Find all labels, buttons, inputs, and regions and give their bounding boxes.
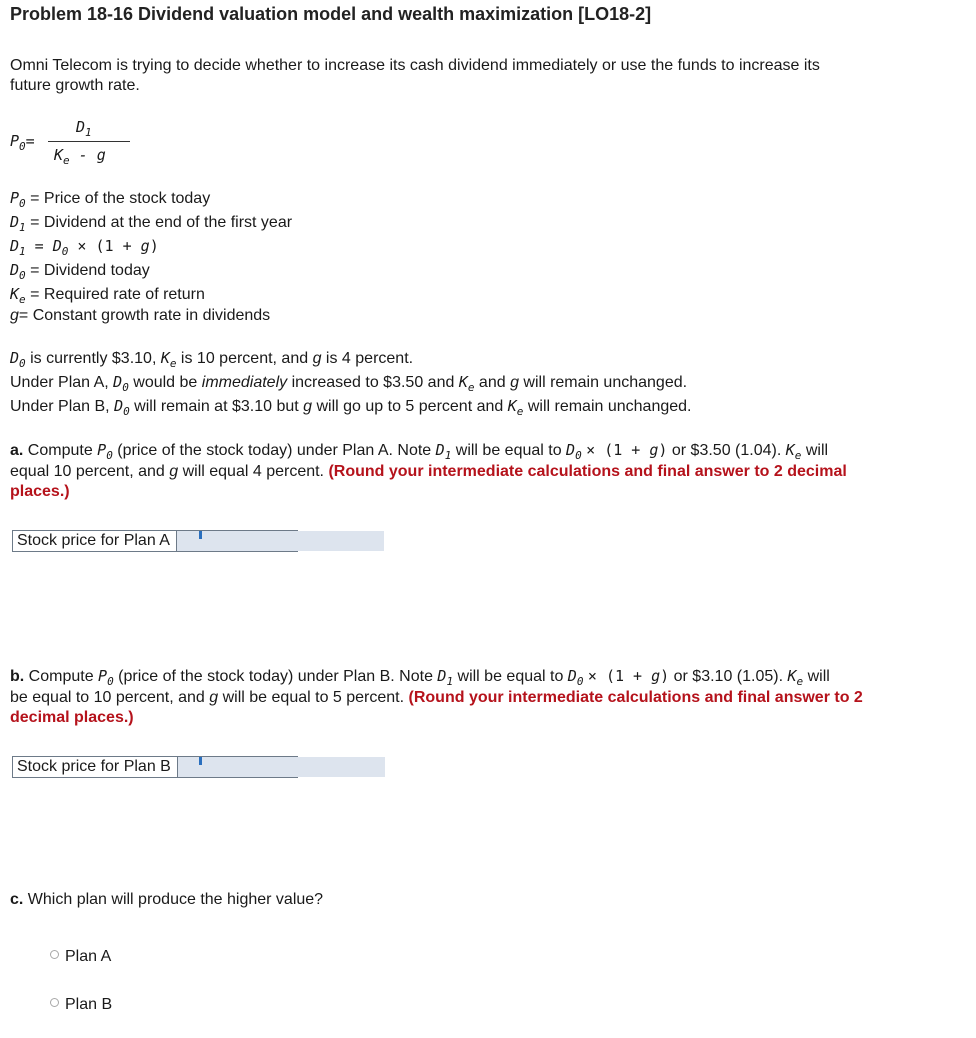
- edit-marker-icon: [199, 757, 202, 765]
- plan-a-price-input[interactable]: [177, 531, 384, 551]
- radio-plan-b[interactable]: [50, 998, 59, 1007]
- part-c-question: c. Which plan will produce the higher value?: [10, 891, 324, 908]
- def-d0: $D_0$ = Dividend today: [10, 261, 150, 282]
- def-p0: $P_0$ = Price of the stock today: [10, 189, 211, 210]
- def-d1-formula: $D_1 = D_0 \times (1 + g)$: [10, 237, 159, 258]
- problem-title: Problem 18-16 Dividend valuation model and wealth maximization [LO18-2]: [10, 4, 652, 24]
- plan-a-field-label: Stock price for Plan A: [13, 531, 177, 551]
- part-a-note-cont: places.): [10, 483, 70, 500]
- edit-marker-icon: [199, 531, 202, 539]
- part-b-note-cont: decimal places.): [10, 709, 134, 726]
- formula-denominator: $K_e$ - g: [54, 146, 106, 167]
- part-a-question: a. Compute $P_0$ (price of the stock today) under Plan A. Note $D_1$ will be equal to $D_0 \times (1 + g)$ or $3.50 (1.04). $K_e$ will: [10, 441, 829, 462]
- fraction-bar: [48, 141, 130, 142]
- formula-numerator: $D_1$: [76, 118, 92, 139]
- part-b-question: b. Compute $P_0$ (price of the stock today) under Plan B. Note $D_1$ will be equal to $D_0 \times (1 + g)$ or $3.10 (1.05). $K_e$ will: [10, 667, 830, 688]
- def-d1: $D_1$ = Dividend at the end of the first year: [10, 213, 293, 234]
- def-g: g= Constant growth rate in dividends: [10, 307, 271, 324]
- radio-plan-a[interactable]: [50, 950, 59, 959]
- plan-b-answer-row: [12, 756, 298, 778]
- part-b-question-cont: be equal to 10 percent, and g will be equal to 5 percent. (Round your intermediate calculations and final answer to 2: [10, 689, 863, 706]
- part-a-question-cont: equal 10 percent, and g will equal 4 percent. (Round your intermediate calculations and final answer to 2 decimal: [10, 463, 847, 480]
- option-plan-b[interactable]: [50, 996, 112, 1014]
- plan-b-price-input[interactable]: [178, 757, 385, 777]
- def-ke: $K_e$ = Required rate of return: [10, 285, 205, 306]
- given-line-3: Under Plan B, $D_0$ will remain at $3.10 but g will go up to 5 percent and $K_e$ will remain unchanged.: [10, 397, 692, 418]
- option-plan-a[interactable]: [50, 948, 111, 966]
- formula-lhs: $P_0=$: [10, 132, 35, 153]
- given-line-2: Under Plan A, $D_0$ would be immediately increased to $3.50 and $K_e$ and g will remain unchanged.: [10, 373, 688, 394]
- intro-text: Omni Telecom is trying to decide whether to increase its cash dividend immediately or use the funds to increase its: [10, 57, 820, 74]
- option-plan-a-label: Plan A: [65, 948, 112, 965]
- intro-text-cont: future growth rate.: [10, 77, 140, 94]
- plan-a-answer-row: [12, 530, 298, 552]
- plan-b-field-label: Stock price for Plan B: [13, 757, 178, 777]
- given-line-1: $D_0$ is currently $3.10, $K_e$ is 10 percent, and g is 4 percent.: [10, 349, 414, 370]
- option-plan-b-label: Plan B: [65, 996, 113, 1013]
